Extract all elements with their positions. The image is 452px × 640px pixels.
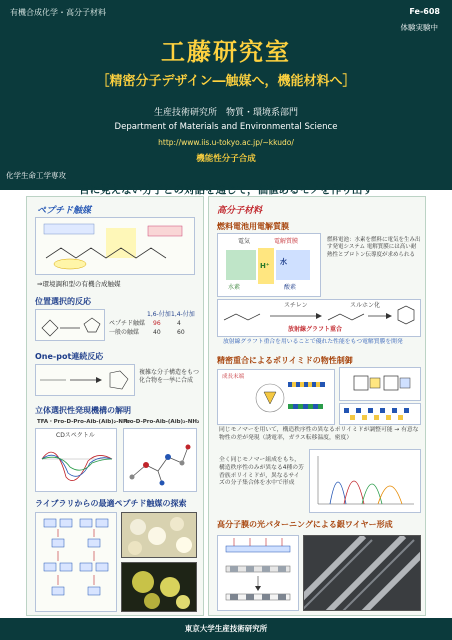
poster-code: Fe-608 bbox=[409, 7, 440, 16]
table-row bbox=[109, 329, 199, 338]
graft-label: 放射線グラフト重合 bbox=[288, 326, 343, 333]
polyimide-structure-drawing bbox=[340, 368, 420, 400]
polymer-sequence-drawing bbox=[340, 404, 420, 424]
bead-library-drawing bbox=[36, 513, 116, 611]
fuel-water-label: 水 bbox=[280, 258, 287, 266]
polymer-panel bbox=[208, 196, 426, 616]
peptide-structure-figure bbox=[35, 217, 195, 275]
patterning-scheme bbox=[217, 535, 299, 611]
row-value: 60 bbox=[177, 329, 185, 336]
crystal-structure-drawing bbox=[124, 429, 196, 491]
site-selective-table bbox=[109, 311, 199, 338]
onepot-drawing bbox=[36, 365, 134, 395]
fuel-cell-title: 燃料電池用電解質膜 bbox=[217, 222, 289, 231]
fuel-membrane-label: 電解質膜 bbox=[274, 238, 299, 245]
graft-caption: 放射線グラフト重合を用いることで優れた性能をもつ電解質膜を開発 bbox=[223, 339, 403, 345]
footer-institution: 東京大学生産技術研究所 bbox=[184, 624, 268, 633]
site-selective-drawing bbox=[36, 310, 104, 340]
polymer-section-title: 高分子材料 bbox=[217, 206, 263, 216]
chain-growth-diagram bbox=[217, 369, 335, 425]
polyimide-note: 同じモノマーを用いて，構造秩序性の異なるポリイミドが調整可能 → 有意な物性の差が発現（誘電率，ガラス転移温度，密度） bbox=[219, 427, 419, 441]
size-distribution-chart bbox=[309, 449, 421, 513]
lab-subtitle: ［精密分子デザイン―触媒へ，機能材料へ］ bbox=[96, 74, 356, 89]
onepot-scheme bbox=[35, 364, 135, 396]
crystal-structure-figure bbox=[123, 428, 197, 492]
table-row bbox=[109, 320, 199, 329]
department-name: Department of Materials and Environmental Science bbox=[114, 122, 338, 132]
growth-end-label: 成長末端 bbox=[222, 374, 245, 380]
stereo-seq-1: TFA・Pro-D-Pro-Aib-(Aib)₂-NH₂ bbox=[37, 419, 130, 425]
fuel-hydrogen-label: 水素 bbox=[228, 284, 241, 291]
main-banner: 目に見えない分子との対話を通じて，価値あるモノを作り出す bbox=[79, 184, 373, 196]
cd-label: CDスペクトル bbox=[56, 432, 95, 439]
sulfonation-label: スルホン化 bbox=[350, 302, 381, 309]
row-value: 4 bbox=[177, 320, 181, 327]
polyimide-structure bbox=[339, 367, 421, 401]
poster-footer bbox=[0, 618, 452, 640]
experience-badge: 体験実験中 bbox=[400, 23, 438, 32]
cd-spectrum-figure bbox=[35, 428, 117, 492]
polyimide-note-2: 全く同じモノマー組成をもち，構造秩序性のみが異なる4種の芳香族ポリイミドが，異なるサイズの分子集合体を水中で形成 bbox=[219, 457, 304, 487]
lab-url-link[interactable]: http://www.iis.u-tokyo.ac.jp/~kkudo/ bbox=[158, 138, 294, 147]
fuel-oxygen-label: 酸素 bbox=[284, 284, 297, 291]
bead-photo-top bbox=[121, 512, 197, 558]
institute-name: 生産技術研究所 物質・環境系部門 bbox=[153, 108, 298, 118]
stereo-seq-2: Pro-D-Pro-Aib-(Aib)₂-NH₂ bbox=[123, 419, 200, 425]
onepot-title: One-pot連続反応 bbox=[35, 352, 104, 361]
row-value: 96 bbox=[153, 320, 161, 327]
category-label: 有機合成化学・高分子材料 bbox=[10, 8, 106, 17]
silver-wire-image bbox=[304, 536, 420, 610]
proton-label: H⁺ bbox=[260, 262, 270, 270]
size-distribution-plot bbox=[310, 450, 420, 512]
lab-field: 機能性分子合成 bbox=[196, 154, 256, 164]
row-label: ペプチド触媒 bbox=[109, 320, 146, 327]
fuel-cell-note: 燃料電池：水素を燃料に電気を生み出す発電システム 電解質膜には高い耐熱性とプロトン伝導度が求められる bbox=[327, 237, 421, 258]
poster-header bbox=[0, 0, 452, 190]
col-header-14: 1,4-付加 bbox=[171, 311, 195, 318]
row-value: 40 bbox=[153, 329, 161, 336]
silver-wire-micrograph bbox=[303, 535, 421, 611]
lab-title: 工藤研究室 bbox=[161, 37, 291, 66]
styrene-label: スチレン bbox=[284, 302, 308, 309]
polymer-sequence-diagram bbox=[339, 403, 421, 425]
site-selective-scheme bbox=[35, 309, 105, 341]
col-header-16: 1,6-付加 bbox=[147, 311, 171, 318]
onepot-note: 複雑な分子構造をもつ化合物を一挙に合成 bbox=[139, 369, 200, 385]
env-catalyst-caption: ⇒環境調和型の有機合成触媒 bbox=[37, 280, 121, 288]
peptide-structure-drawing bbox=[36, 218, 194, 274]
patterning-title: 高分子膜の光パターニングによる銀ワイヤー形成 bbox=[217, 520, 393, 529]
library-title: ライブラリからの最適ペプチド触媒の探索 bbox=[35, 499, 187, 508]
major-label: 化学生命工学専攻 bbox=[6, 171, 66, 180]
bead-library-scheme bbox=[35, 512, 117, 612]
bead-photo-bottom bbox=[121, 562, 197, 612]
polyimide-title: 精密重合によるポリイミドの物性制御 bbox=[217, 356, 353, 365]
peptide-panel bbox=[26, 196, 204, 616]
anode-block bbox=[226, 250, 256, 280]
peptide-section-title: ペプチド触媒 bbox=[37, 206, 92, 216]
stereo-title: 立体選択性発現機構の解明 bbox=[35, 406, 131, 415]
fuel-electricity-label: 電気 bbox=[238, 238, 251, 245]
patterning-scheme-drawing bbox=[218, 536, 298, 610]
fuel-cell-diagram bbox=[217, 233, 321, 297]
row-label: 一般の触媒 bbox=[109, 329, 140, 336]
graft-scheme bbox=[217, 299, 421, 337]
site-selective-title: 位置選択的反応 bbox=[35, 297, 91, 306]
